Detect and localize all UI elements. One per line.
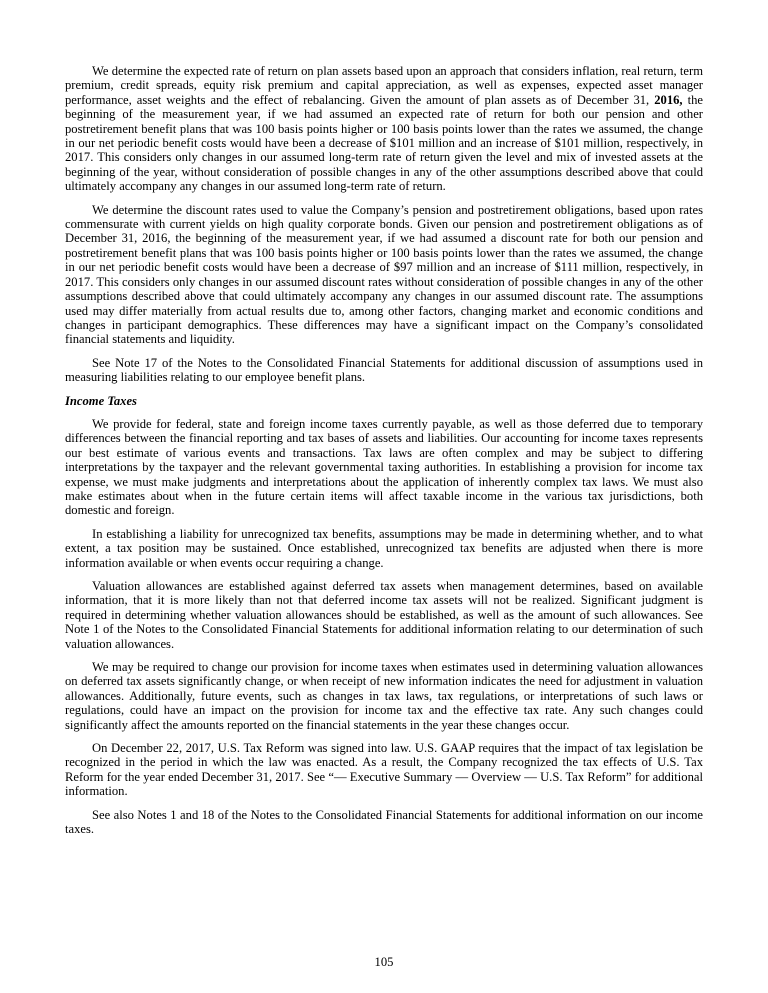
text-run-bold: 2016, bbox=[654, 92, 683, 107]
text-run: We provide for federal, state and foreign income taxes currently payable, as well as those deferred due to temporary differences between the financial reporting and tax bases of assets and liabilities. Our accounting for income taxes represents our best estimate of various events and transactions. Tax laws are often complex and may be subject to differing interpretations by the taxpayer and the relevant governmental taxing authorities. In establishing a provision for income tax expense, we must make judgments and interpretations about the application of inherently complex tax laws. We must also make estimates about when in the future certain items will affect taxable income in the various tax jurisdictions, both domestic and foreign. bbox=[65, 416, 703, 518]
paragraph-see-also-notes bbox=[65, 808, 703, 837]
text-run: On December 22, 2017, U.S. Tax Reform was signed into law. U.S. GAAP requires that the impact of tax legislation be recognized in the period in which the law was enacted. As a result, the Company recognized the tax effects of U.S. Tax Reform for the year ended December 31, 2017. See “— Executive Summary — Overview — U.S. Tax Reform” for additional information. bbox=[65, 741, 703, 799]
paragraph-provision-changes bbox=[65, 660, 703, 732]
page-number: 105 bbox=[374, 954, 394, 969]
text-run: We determine the discount rates used to value the Company’s pension and postretirement obligations, based upon rates commensurate with current yields on high quality corporate bonds. Given our pension and postretirement obligations as of December 31, 2016, the beginning of the measurement year, if we had assumed a discount rate for both our pension and postretirement benefit plans that was 100 basis points higher or 100 basis points lower than the rates we assumed, the change in our net periodic benefit costs would have been a decrease of $97 million and an increase of $111 million, respectively, in 2017. This considers only changes in our assumed discount rates without consideration of possible changes in any of the other assumptions described above that could ultimately accompany any changes in our assumed discount rate. The assumptions used may differ materially from actual results due to, among other factors, changing market and economic conditions and changes in participant demographics. These differences may have a significant impact on the Company’s consolidated financial statements and liquidity. bbox=[65, 202, 703, 347]
text-run: We may be required to change our provision for income taxes when estimates used in determining valuation allowances on deferred tax assets significantly change, or when receipt of new information indicates the need for adjustment in valuation allowances. Additionally, future events, such as changes in tax laws, tax regulations, or interpretations of such laws or regulations, could have an impact on the provision for income tax and the effective tax rate. Any such changes could significantly affect the amounts reported on the financial statements in the year these changes occur. bbox=[65, 660, 703, 732]
heading-income-taxes: Income Taxes bbox=[65, 393, 137, 408]
text-run: In establishing a liability for unrecognized tax benefits, assumptions may be made in determining whether, and to what extent, a tax position may be sustained. Once established, unrecognized tax benefits are adjusted when there is more information available or when events occur requiring a change. bbox=[65, 526, 703, 570]
text-run: See Note 17 of the Notes to the Consolidated Financial Statements for additional discussion of assumptions used in measuring liabilities relating to our employee benefit plans. bbox=[65, 355, 703, 385]
paragraph-expected-rate-of-return bbox=[65, 64, 703, 194]
paragraph-us-tax-reform bbox=[65, 741, 703, 799]
text-run: Valuation allowances are established against deferred tax assets when management determines, based on available information, that it is more likely than not that deferred income tax assets will not be realized. Significant judgment is required in determining whether valuation allowances should be established, as well as the amount of such allowances. See Note 1 of the Notes to the Consolidated Financial Statements for additional information relating to our determination of such valuation allowances. bbox=[65, 579, 703, 651]
paragraph-see-note-17 bbox=[65, 356, 703, 385]
text-run: the beginning of the measurement year, if we had assumed an expected rate of return for both our pension and other postretirement benefit plans that was 100 basis points higher or 100 basis points lower than the rates we assumed, the change in our net periodic benefit costs would have been a decrease of $101 million and an increase of $101 million, respectively, in 2017. This considers only changes in our assumed long-term rate of return given the level and mix of invested assets at the beginning of the year, without consideration of possible changes in any of the other assumptions described above that could ultimately accompany any changes in our assumed long-term rate of return. bbox=[65, 92, 703, 194]
paragraph-discount-rates bbox=[65, 203, 703, 347]
paragraph-income-tax-provision bbox=[65, 417, 703, 518]
paragraph-unrecognized-tax-benefits bbox=[65, 527, 703, 570]
paragraph-valuation-allowances bbox=[65, 579, 703, 651]
text-run: See also Notes 1 and 18 of the Notes to the Consolidated Financial Statements for additional information on our income taxes. bbox=[65, 807, 703, 837]
text-run: We determine the expected rate of return on plan assets based upon an approach that considers inflation, real return, term premium, credit spreads, equity risk premium and capital appreciation, as well as expenses, expected asset manager performance, asset weights and the effect of rebalancing. Given the amount of plan assets as of December 31, bbox=[65, 64, 703, 107]
